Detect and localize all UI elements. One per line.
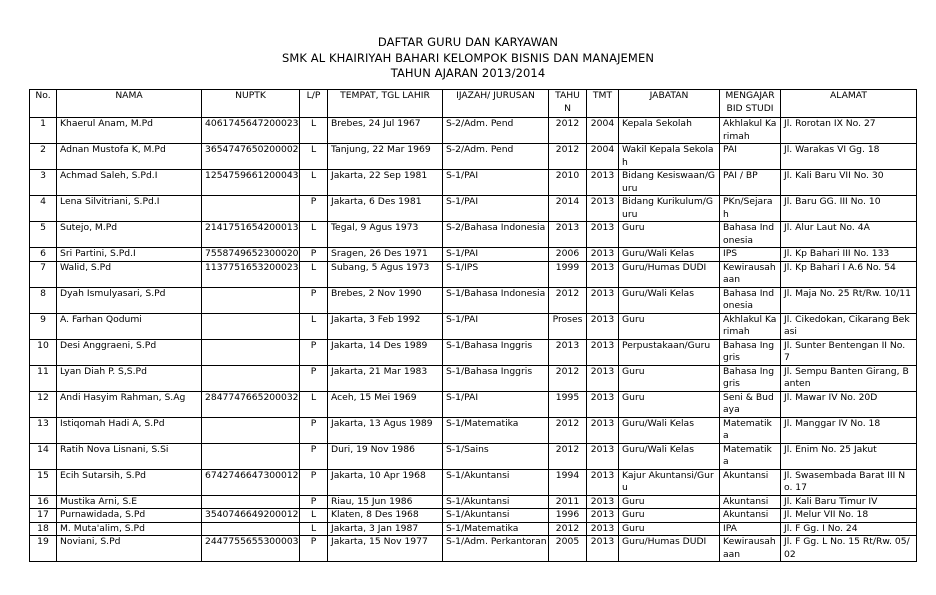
cell-jabatan: Guru/Wali Kelas [619, 287, 720, 313]
cell-jabatan: Kepala Sekolah [619, 118, 720, 144]
cell-tahun: 1999 [549, 261, 587, 287]
cell-ijazah: S-1/Akuntansi [443, 509, 549, 523]
cell-lp: P [300, 196, 328, 222]
cell-ijazah: S-1/Matematika [443, 417, 549, 443]
cell-alamat: Jl. Warakas VI Gg. 18 [781, 144, 917, 170]
cell-alamat: Jl. Kp Bahari III No. 133 [781, 248, 917, 262]
cell-ijazah: S-1/PAI [443, 248, 549, 262]
cell-nama: Andi Hasyim Rahman, S.Ag [57, 391, 202, 417]
cell-ttl: Jakarta, 13 Agus 1989 [328, 417, 443, 443]
cell-nama: Purnawidada, S.Pd [57, 509, 202, 523]
cell-tahun: 2012 [549, 118, 587, 144]
cell-tmt: 2013 [587, 509, 619, 523]
table-row [30, 443, 917, 469]
cell-nuptk: 7558749652300020 [202, 248, 300, 262]
cell-ttl: Jakarta, 3 Jan 1987 [328, 522, 443, 536]
cell-ijazah: S-1/Adm. Perkantoran [443, 536, 549, 562]
col-header-jabatan: JABATAN [619, 90, 720, 118]
cell-mengajar: Bahasa Inggris [720, 365, 781, 391]
cell-nama: Achmad Saleh, S.Pd.I [57, 170, 202, 196]
cell-no: 2 [30, 144, 57, 170]
cell-tmt: 2013 [587, 170, 619, 196]
cell-tmt: 2013 [587, 287, 619, 313]
cell-no: 11 [30, 365, 57, 391]
cell-lp: L [300, 144, 328, 170]
cell-nuptk: 1254759661200043 [202, 170, 300, 196]
cell-mengajar: Akuntansi [720, 495, 781, 509]
cell-lp: L [300, 391, 328, 417]
cell-tahun: 2005 [549, 536, 587, 562]
cell-no: 13 [30, 417, 57, 443]
cell-tahun: 2012 [549, 522, 587, 536]
table-row [30, 118, 917, 144]
cell-tahun: 2013 [549, 339, 587, 365]
cell-no: 4 [30, 196, 57, 222]
col-header-mengajar: MENGAJAR BID STUDI [720, 90, 781, 118]
cell-tahun: 2010 [549, 170, 587, 196]
cell-no: 10 [30, 339, 57, 365]
cell-tmt: 2013 [587, 417, 619, 443]
cell-nama: Istiqomah Hadi A, S.Pd [57, 417, 202, 443]
cell-jabatan: Guru/Wali Kelas [619, 443, 720, 469]
cell-no: 7 [30, 261, 57, 287]
cell-ttl: Jakarta, 3 Feb 1992 [328, 313, 443, 339]
cell-nuptk: 4061745647200023 [202, 118, 300, 144]
cell-nuptk [202, 365, 300, 391]
cell-jabatan: Kajur Akuntansi/Guru [619, 469, 720, 495]
cell-nuptk: 3654747650200002 [202, 144, 300, 170]
cell-ttl: Jakarta, 15 Nov 1977 [328, 536, 443, 562]
cell-nuptk [202, 339, 300, 365]
cell-tmt: 2013 [587, 391, 619, 417]
cell-nuptk [202, 443, 300, 469]
cell-jabatan: Guru [619, 495, 720, 509]
cell-mengajar: Akhlakul Karimah [720, 313, 781, 339]
cell-no: 18 [30, 522, 57, 536]
staff-table [29, 89, 917, 562]
cell-jabatan: Guru [619, 522, 720, 536]
cell-tmt: 2013 [587, 261, 619, 287]
cell-jabatan: Bidang Kurikulum/Guru [619, 196, 720, 222]
school-name: SMK AL KHAIRIYAH BAHARI KELOMPOK BISNIS DAN MANAJEMEN [281, 51, 655, 65]
cell-ijazah: S-2/Adm. Pend [443, 144, 549, 170]
cell-tahun: 2013 [549, 222, 587, 248]
cell-lp: P [300, 495, 328, 509]
cell-mengajar: Akuntansi [720, 469, 781, 495]
table-row [30, 495, 917, 509]
cell-tmt: 2013 [587, 443, 619, 469]
cell-no: 17 [30, 509, 57, 523]
cell-ttl: Jakarta, 21 Mar 1983 [328, 365, 443, 391]
cell-jabatan: Guru/Wali Kelas [619, 417, 720, 443]
cell-ttl: Sragen, 26 Des 1971 [328, 248, 443, 262]
cell-nama: Dyah Ismulyasari, S.Pd [57, 287, 202, 313]
cell-no: 16 [30, 495, 57, 509]
cell-lp: L [300, 222, 328, 248]
cell-nuptk: 6742746647300012 [202, 469, 300, 495]
cell-lp: L [300, 170, 328, 196]
table-row [30, 144, 917, 170]
cell-nuptk: 1137751653200023 [202, 261, 300, 287]
table-row [30, 261, 917, 287]
cell-alamat: Jl. Kp Bahari I A.6 No. 54 [781, 261, 917, 287]
cell-tahun: Proses [549, 313, 587, 339]
cell-tahun: 2012 [549, 144, 587, 170]
cell-tmt: 2013 [587, 313, 619, 339]
cell-nuptk [202, 522, 300, 536]
cell-mengajar: Akuntansi [720, 509, 781, 523]
cell-nama: Walid, S.Pd [57, 261, 202, 287]
cell-lp: P [300, 469, 328, 495]
cell-ijazah: S-1/PAI [443, 170, 549, 196]
cell-nuptk: 3540746649200012 [202, 509, 300, 523]
cell-nuptk [202, 417, 300, 443]
cell-nama: Khaerul Anam, M.Pd [57, 118, 202, 144]
academic-year: TAHUN AJARAN 2013/2014 [390, 66, 546, 80]
cell-tahun: 2012 [549, 443, 587, 469]
cell-ijazah: S-1/Akuntansi [443, 495, 549, 509]
document-title: DAFTAR GURU DAN KARYAWAN [377, 35, 559, 49]
col-header-ttl: TEMPAT, TGL LAHIR [328, 90, 443, 118]
cell-nama: Sutejo, M.Pd [57, 222, 202, 248]
cell-ttl: Jakarta, 14 Des 1989 [328, 339, 443, 365]
cell-lp: P [300, 339, 328, 365]
cell-ijazah: S-1/PAI [443, 196, 549, 222]
cell-ijazah: S-1/Bahasa Inggris [443, 339, 549, 365]
cell-nama: A. Farhan Qodumi [57, 313, 202, 339]
cell-ttl: Riau, 15 Jun 1986 [328, 495, 443, 509]
cell-lp: L [300, 118, 328, 144]
cell-ttl: Klaten, 8 Des 1968 [328, 509, 443, 523]
cell-tahun: 2012 [549, 287, 587, 313]
cell-nama: Noviani, S.Pd [57, 536, 202, 562]
table-row [30, 417, 917, 443]
cell-ijazah: S-2/Adm. Pend [443, 118, 549, 144]
cell-ttl: Brebes, 24 Jul 1967 [328, 118, 443, 144]
cell-lp: P [300, 365, 328, 391]
table-row [30, 509, 917, 523]
cell-tmt: 2013 [587, 522, 619, 536]
cell-jabatan: Guru [619, 509, 720, 523]
cell-ijazah: S-1/PAI [443, 313, 549, 339]
cell-ijazah: S-2/Bahasa Indonesia [443, 222, 549, 248]
cell-nuptk: 2447755655300003 [202, 536, 300, 562]
cell-ijazah: S-1/PAI [443, 391, 549, 417]
cell-jabatan: Wakil Kepala Sekolah [619, 144, 720, 170]
cell-lp: P [300, 443, 328, 469]
cell-tahun: 1995 [549, 391, 587, 417]
cell-lp: P [300, 248, 328, 262]
cell-alamat: Jl. F Gg. I No. 24 [781, 522, 917, 536]
cell-jabatan: Perpustakaan/Guru [619, 339, 720, 365]
cell-nuptk: 2847747665200032 [202, 391, 300, 417]
cell-tmt: 2013 [587, 495, 619, 509]
cell-nama: Mustika Arni, S.E [57, 495, 202, 509]
table-row [30, 536, 917, 562]
col-header-no: No. [30, 90, 57, 118]
cell-mengajar: IPS [720, 248, 781, 262]
cell-mengajar: Matematika [720, 443, 781, 469]
table-row [30, 365, 917, 391]
cell-mengajar: PAI [720, 144, 781, 170]
cell-mengajar: IPA [720, 522, 781, 536]
cell-lp: L [300, 313, 328, 339]
cell-alamat: Jl. Sunter Bentengan II No. 7 [781, 339, 917, 365]
cell-tahun: 2014 [549, 196, 587, 222]
table-row [30, 170, 917, 196]
cell-jabatan: Guru/Humas DUDI [619, 536, 720, 562]
cell-lp: L [300, 509, 328, 523]
cell-ttl: Duri, 19 Nov 1986 [328, 443, 443, 469]
cell-nama: Ratih Nova Lisnani, S.Si [57, 443, 202, 469]
cell-tahun: 1994 [549, 469, 587, 495]
cell-ijazah: S-1/Bahasa Indonesia [443, 287, 549, 313]
table-row [30, 391, 917, 417]
cell-nama: Desi Anggraeni, S.Pd [57, 339, 202, 365]
cell-nama: Ecih Sutarsih, S.Pd [57, 469, 202, 495]
cell-tahun: 2012 [549, 365, 587, 391]
cell-tahun: 2012 [549, 417, 587, 443]
cell-tahun: 1996 [549, 509, 587, 523]
cell-nama: Lena Silvitriani, S.Pd.I [57, 196, 202, 222]
cell-lp: L [300, 522, 328, 536]
cell-nuptk [202, 287, 300, 313]
cell-jabatan: Guru [619, 365, 720, 391]
cell-alamat: Jl. Swasembada Barat III No. 17 [781, 469, 917, 495]
table-row [30, 522, 917, 536]
cell-jabatan: Guru [619, 222, 720, 248]
cell-mengajar: Kewirausahaan [720, 261, 781, 287]
cell-no: 19 [30, 536, 57, 562]
cell-alamat: Jl. Enim No. 25 Jakut [781, 443, 917, 469]
cell-nama: Lyan Diah P. S,S.Pd [57, 365, 202, 391]
cell-nuptk [202, 196, 300, 222]
table-row [30, 313, 917, 339]
table-row [30, 196, 917, 222]
cell-mengajar: PAI / BP [720, 170, 781, 196]
cell-alamat: Jl. Sempu Banten Girang, Banten [781, 365, 917, 391]
cell-alamat: Jl. Alur Laut No. 4A [781, 222, 917, 248]
cell-tmt: 2004 [587, 144, 619, 170]
cell-alamat: Jl. Rorotan IX No. 27 [781, 118, 917, 144]
table-row [30, 248, 917, 262]
col-header-nuptk: NUPTK [202, 90, 300, 118]
cell-tmt: 2013 [587, 365, 619, 391]
cell-tmt: 2013 [587, 536, 619, 562]
cell-jabatan: Guru/Wali Kelas [619, 248, 720, 262]
cell-tmt: 2013 [587, 248, 619, 262]
cell-jabatan: Guru/Humas DUDI [619, 261, 720, 287]
cell-mengajar: Matematika [720, 417, 781, 443]
cell-nama: Sri Partini, S.Pd.I [57, 248, 202, 262]
cell-alamat: Jl. Mawar IV No. 20D [781, 391, 917, 417]
cell-lp: L [300, 261, 328, 287]
cell-ttl: Brebes, 2 Nov 1990 [328, 287, 443, 313]
cell-tahun: 2011 [549, 495, 587, 509]
cell-nama: M. Muta'alim, S.Pd [57, 522, 202, 536]
table-row [30, 222, 917, 248]
table-body [30, 118, 917, 562]
col-header-alamat: ALAMAT [781, 90, 917, 118]
col-header-ijazah: IJAZAH/ JURUSAN [443, 90, 549, 118]
cell-mengajar: Bahasa Indonesia [720, 287, 781, 313]
cell-tmt: 2013 [587, 196, 619, 222]
cell-ijazah: S-1/Sains [443, 443, 549, 469]
cell-ijazah: S-1/Akuntansi [443, 469, 549, 495]
cell-jabatan: Guru [619, 391, 720, 417]
cell-no: 1 [30, 118, 57, 144]
cell-no: 6 [30, 248, 57, 262]
col-header-lp: L/P [300, 90, 328, 118]
cell-nuptk [202, 313, 300, 339]
cell-ttl: Aceh, 15 Mei 1969 [328, 391, 443, 417]
table-row [30, 469, 917, 495]
cell-alamat: Jl. Maja No. 25 Rt/Rw. 10/11 [781, 287, 917, 313]
col-header-tahun: TAHUN [549, 90, 587, 118]
cell-no: 14 [30, 443, 57, 469]
col-header-nama: NAMA [57, 90, 202, 118]
cell-no: 9 [30, 313, 57, 339]
cell-ijazah: S-1/IPS [443, 261, 549, 287]
cell-mengajar: Bahasa Indonesia [720, 222, 781, 248]
cell-ttl: Tanjung, 22 Mar 1969 [328, 144, 443, 170]
cell-alamat: Jl. Kali Baru VII No. 30 [781, 170, 917, 196]
cell-jabatan: Bidang Kesiswaan/Guru [619, 170, 720, 196]
table-row [30, 339, 917, 365]
cell-nuptk: 2141751654200013 [202, 222, 300, 248]
cell-nama: Adnan Mustofa K, M.Pd [57, 144, 202, 170]
table-header-row [30, 90, 917, 118]
cell-alamat: Jl. F Gg. L No. 15 Rt/Rw. 05/02 [781, 536, 917, 562]
cell-ijazah: S-1/Bahasa Inggris [443, 365, 549, 391]
cell-tmt: 2013 [587, 222, 619, 248]
cell-no: 3 [30, 170, 57, 196]
cell-mengajar: Kewirausahaan [720, 536, 781, 562]
cell-ttl: Tegal, 9 Agus 1973 [328, 222, 443, 248]
cell-lp: P [300, 287, 328, 313]
cell-ttl: Subang, 5 Agus 1973 [328, 261, 443, 287]
cell-no: 8 [30, 287, 57, 313]
cell-alamat: Jl. Melur VII No. 18 [781, 509, 917, 523]
cell-ttl: Jakarta, 6 Des 1981 [328, 196, 443, 222]
cell-ttl: Jakarta, 22 Sep 1981 [328, 170, 443, 196]
cell-alamat: Jl. Kali Baru Timur IV [781, 495, 917, 509]
cell-lp: P [300, 417, 328, 443]
cell-lp: P [300, 536, 328, 562]
cell-alamat: Jl. Cikedokan, Cikarang Bekasi [781, 313, 917, 339]
cell-tmt: 2013 [587, 339, 619, 365]
cell-alamat: Jl. Baru GG. III No. 10 [781, 196, 917, 222]
cell-mengajar: Bahasa Inggris [720, 339, 781, 365]
cell-mengajar: Seni & Budaya [720, 391, 781, 417]
col-header-tmt: TMT [587, 90, 619, 118]
cell-ttl: Jakarta, 10 Apr 1968 [328, 469, 443, 495]
cell-tmt: 2013 [587, 469, 619, 495]
cell-mengajar: Akhlakul Karimah [720, 118, 781, 144]
cell-no: 15 [30, 469, 57, 495]
cell-jabatan: Guru [619, 313, 720, 339]
cell-no: 5 [30, 222, 57, 248]
cell-mengajar: PKn/Sejarah [720, 196, 781, 222]
table-row [30, 287, 917, 313]
cell-tahun: 2006 [549, 248, 587, 262]
cell-tmt: 2004 [587, 118, 619, 144]
cell-ijazah: S-1/Matematika [443, 522, 549, 536]
cell-no: 12 [30, 391, 57, 417]
cell-alamat: Jl. Manggar IV No. 18 [781, 417, 917, 443]
cell-nuptk [202, 495, 300, 509]
